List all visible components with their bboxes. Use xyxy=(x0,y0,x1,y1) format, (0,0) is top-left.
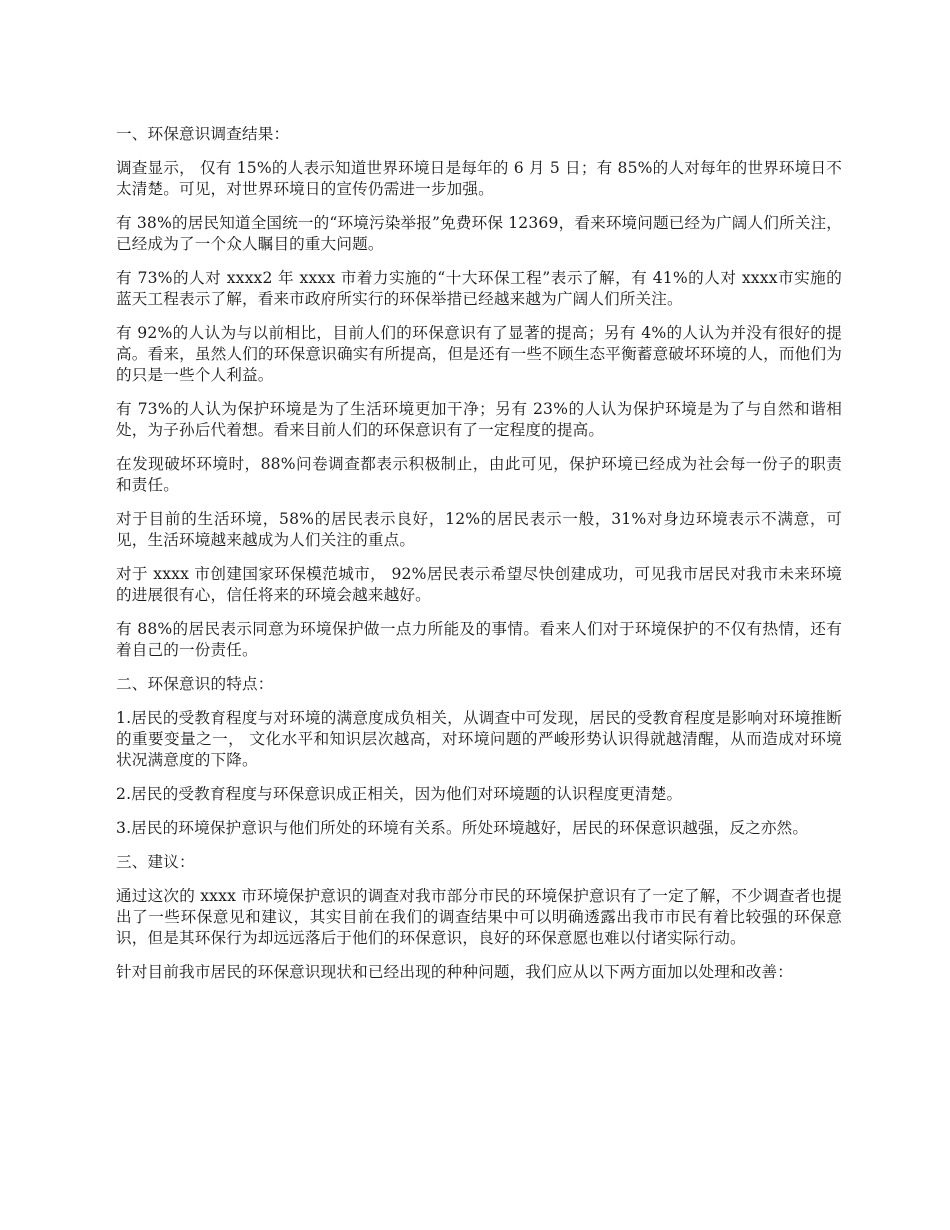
paragraph: 3.居民的环境保护意识与他们所处的环境有关系。所处环境越好，居民的环保意识越强，反之亦然。 xyxy=(116,819,809,837)
paragraph: 对于目前的生活环境，58%的居民表示良好，12%的居民表示一般，31%对身边环境表示不满意，可见，生活环境越来越成为人们关注的重点。 xyxy=(116,510,842,549)
paragraph: 有 92%的人认为与以前相比，目前人们的环保意识有了显著的提高；另有 4%的人认为并没有很好的提高。看来，虽然人们的环保意识确实有所提高，但是还有一些不顾生态平衡蓄意破坏环境的人，而他们为的只是一些个人利益。 xyxy=(116,324,842,384)
paragraph: 有 38%的居民知道全国统一的“环境污染举报”免费环保 12369，看来环境问题已经为广阔人们所关注，已经成为了一个众人瞩目的重大问题。 xyxy=(116,214,842,253)
section-heading-survey-results: 一、环保意识调查结果： xyxy=(116,125,290,143)
paragraph: 1.居民的受教育程度与对环境的满意度成负相关，从调查中可发现，居民的受教育程度是影响对环境推断的重要变量之一， 文化水平和知识层次越高，对环境问题的严峻形势认识得就越清醒，从而造成对环境状况满意度的下降。 xyxy=(116,709,842,769)
paragraph: 有 88%的居民表示同意为环境保护做一点力所能及的事情。看来人们对于环境保护的不仅有热情，还有着自己的一份责任。 xyxy=(116,620,842,659)
section-heading-characteristics: 二、环保意识的特点： xyxy=(116,675,274,693)
paragraph: 有 73%的人对 xxxx2 年 xxxx 市着力实施的“十大环保工程”表示了解，有 41%的人对 xxxx市实施的蓝天工程表示了解，看来市政府所实行的环保举措已经越来越为广阔人们所关注。 xyxy=(116,269,842,308)
paragraph: 针对目前我市居民的环保意识现状和已经出现的种种问题，我们应从以下两方面加以处理和改善： xyxy=(116,963,793,981)
document-page xyxy=(116,124,842,996)
paragraph: 调查显示， 仅有 15%的人表示知道世界环境日是每年的 6 月 5 日；有 85%的人对每年的世界环境日不太清楚。可见，对世界环境日的宣传仍需进一步加强。 xyxy=(116,159,842,198)
paragraph: 2.居民的受教育程度与环保意识成正相关，因为他们对环境题的认识程度更清楚。 xyxy=(116,785,683,803)
paragraph: 有 73%的人认为保护环境是为了生活环境更加干净；另有 23%的人认为保护环境是为了与自然和谐相处，为子孙后代着想。看来目前人们的环保意识有了一定程度的提高。 xyxy=(116,400,842,439)
section-heading-suggestions: 三、建议： xyxy=(116,853,195,871)
paragraph: 对于 xxxx 市创建国家环保模范城市， 92%居民表示希望尽快创建成功，可见我市居民对我市未来环境的进展很有心，信任将来的环境会越来越好。 xyxy=(116,565,842,604)
paragraph: 通过这次的 xxxx 市环境保护意识的调查对我市部分市民的环境保护意识有了一定了解，不少调查者也提出了一些环保意见和建议，其实目前在我们的调查结果中可以明确透露出我市市民有着比较强的环保意识，但是其环保行为却远远落后于他们的环保意识，良好的环保意愿也难以付诸实际行动。 xyxy=(116,887,842,947)
paragraph: 在发现破坏环境时，88%问卷调查都表示积极制止，由此可见，保护环境已经成为社会每一份子的职责和责任。 xyxy=(116,455,842,494)
